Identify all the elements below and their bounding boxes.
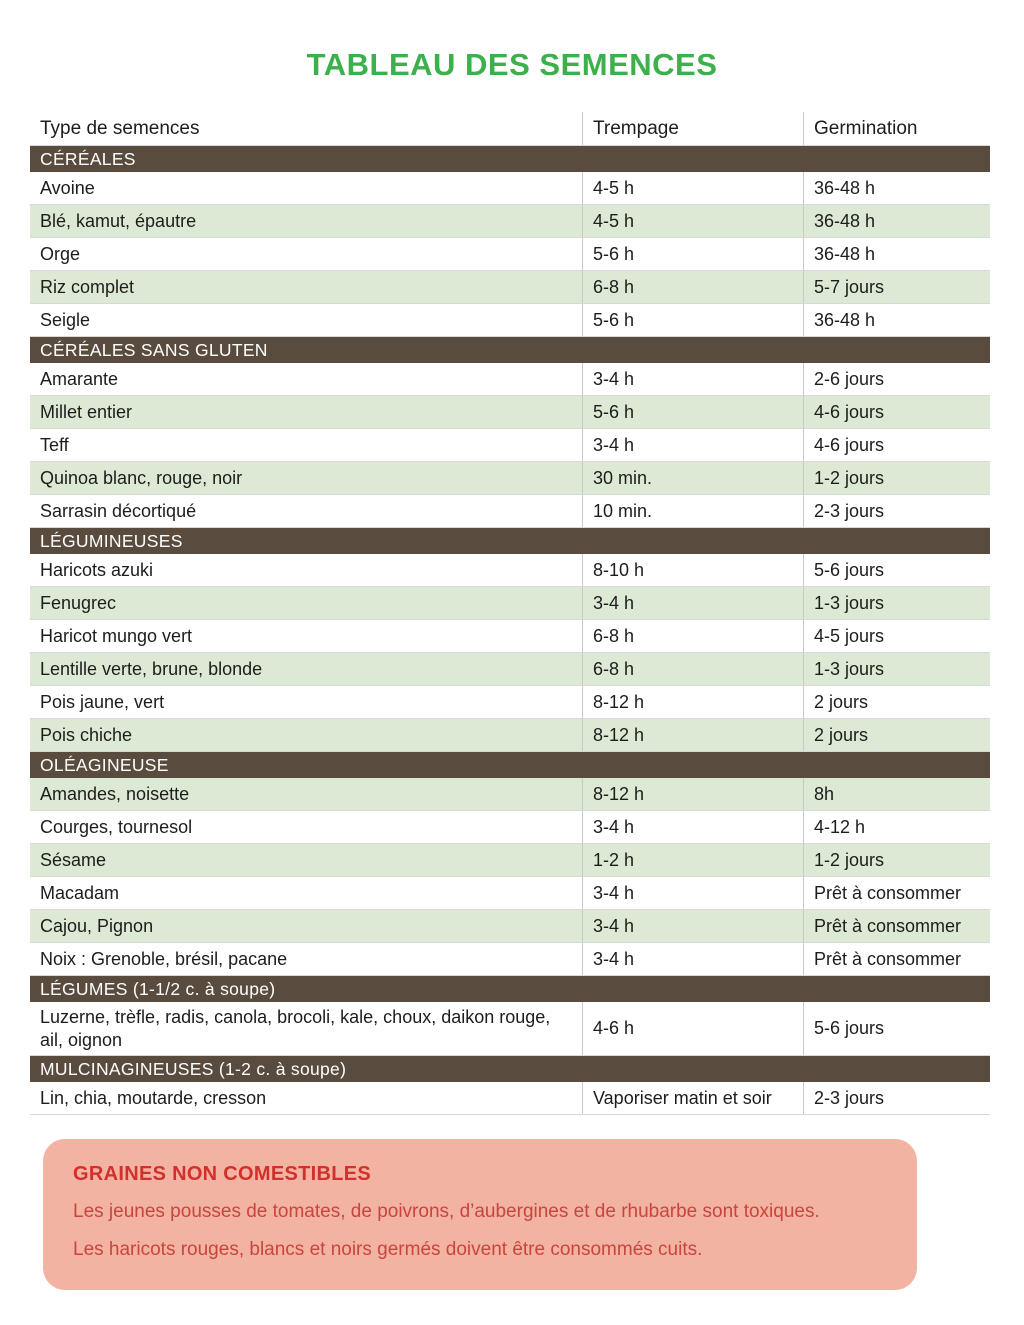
cell-type: Noix : Grenoble, brésil, pacane	[40, 948, 288, 969]
table-header-row	[30, 112, 990, 146]
cell-trempage: 10 min.	[582, 495, 803, 527]
section-header: MULCINAGINEUSES (1-2 c. à soupe)	[30, 1056, 990, 1082]
cell-trempage: 8-10 h	[582, 554, 803, 586]
cell-type: Pois chiche	[40, 724, 133, 745]
table-row	[30, 205, 990, 238]
cell-type: Millet entier	[40, 401, 133, 422]
cell-type: Riz complet	[40, 276, 135, 297]
cell-trempage: 3-4 h	[582, 811, 803, 843]
cell-germination: 2-3 jours	[803, 495, 990, 527]
cell-type: Fenugrec	[40, 592, 117, 613]
section-header: LÉGUMINEUSES	[30, 528, 990, 554]
cell-germination: 36-48 h	[803, 238, 990, 270]
cell-type: Seigle	[40, 309, 91, 330]
cell-type: Sésame	[40, 849, 107, 870]
cell-trempage: 4-5 h	[582, 172, 803, 204]
cell-trempage: 3-4 h	[582, 943, 803, 975]
cell-germination: Prêt à consommer	[803, 943, 990, 975]
table-row	[30, 620, 990, 653]
table-row	[30, 554, 990, 587]
table-body	[30, 146, 990, 1115]
cell-type: Haricots azuki	[40, 559, 154, 580]
cell-trempage: 6-8 h	[582, 271, 803, 303]
table-row	[30, 653, 990, 686]
cell-germination: 1-3 jours	[803, 587, 990, 619]
table-row	[30, 271, 990, 304]
cell-type: Avoine	[40, 177, 95, 198]
section-header: CÉRÉALES SANS GLUTEN	[30, 337, 990, 363]
warning-line-beans-cooked: Les haricots rouges, blancs et noirs germés doivent être consommés cuits.	[73, 1238, 703, 1260]
cell-trempage: 6-8 h	[582, 653, 803, 685]
cell-type: Teff	[40, 434, 69, 455]
cell-germination: Prêt à consommer	[803, 910, 990, 942]
cell-type: Courges, tournesol	[40, 816, 193, 837]
cell-germination: 36-48 h	[803, 205, 990, 237]
cell-germination: 2 jours	[803, 686, 990, 718]
table-row	[30, 172, 990, 205]
cell-germination: 5-6 jours	[803, 554, 990, 586]
cell-type: Luzerne, trèfle, radis, canola, brocoli, kale, choux, daikon rouge, ail, oignon	[40, 1007, 551, 1050]
cell-trempage: 3-4 h	[582, 429, 803, 461]
column-header-germination: Germination	[803, 112, 990, 145]
table-row	[30, 304, 990, 337]
cell-germination: Prêt à consommer	[803, 877, 990, 909]
cell-trempage: 8-12 h	[582, 778, 803, 810]
table-row	[30, 1082, 990, 1115]
cell-germination: 4-5 jours	[803, 620, 990, 652]
cell-type: Amandes, noisette	[40, 783, 190, 804]
warning-title: GRAINES NON COMESTIBLES	[73, 1163, 372, 1185]
cell-trempage: 5-6 h	[582, 304, 803, 336]
section-header: CÉRÉALES	[30, 146, 990, 172]
cell-type: Sarrasin décortiqué	[40, 500, 197, 521]
cell-germination: 4-6 jours	[803, 429, 990, 461]
table-row	[30, 910, 990, 943]
table-row	[30, 719, 990, 752]
section-header: OLÉAGINEUSE	[30, 752, 990, 778]
table-row	[30, 396, 990, 429]
cell-type: Orge	[40, 243, 81, 264]
cell-type: Lentille verte, brune, blonde	[40, 658, 263, 679]
cell-germination: 1-2 jours	[803, 462, 990, 494]
cell-type: Blé, kamut, épautre	[40, 210, 197, 231]
cell-germination: 5-7 jours	[803, 271, 990, 303]
table-row	[30, 811, 990, 844]
cell-germination: 5-6 jours	[803, 1002, 990, 1055]
table-row	[30, 238, 990, 271]
cell-type: Pois jaune, vert	[40, 691, 165, 712]
cell-trempage: 3-4 h	[582, 910, 803, 942]
cell-trempage: 5-6 h	[582, 238, 803, 270]
cell-trempage: 3-4 h	[582, 587, 803, 619]
cell-trempage: 6-8 h	[582, 620, 803, 652]
table-row	[30, 587, 990, 620]
cell-germination: 1-3 jours	[803, 653, 990, 685]
table-row	[30, 429, 990, 462]
cell-trempage: 8-12 h	[582, 719, 803, 751]
cell-germination: 4-12 h	[803, 811, 990, 843]
cell-trempage: 3-4 h	[582, 363, 803, 395]
cell-trempage: 5-6 h	[582, 396, 803, 428]
cell-germination: 36-48 h	[803, 304, 990, 336]
cell-type: Haricot mungo vert	[40, 625, 193, 646]
column-header-trempage: Trempage	[582, 112, 803, 145]
cell-type: Quinoa blanc, rouge, noir	[40, 467, 243, 488]
table-row	[30, 943, 990, 976]
cell-type: Lin, chia, moutarde, cresson	[40, 1087, 267, 1108]
cell-germination: 2 jours	[803, 719, 990, 751]
warning-box	[43, 1139, 917, 1290]
section-header: LÉGUMES (1-1/2 c. à soupe)	[30, 976, 990, 1002]
table-row	[30, 1002, 990, 1056]
seed-table	[30, 112, 990, 1115]
table-row	[30, 877, 990, 910]
table-row	[30, 778, 990, 811]
cell-trempage: 1-2 h	[582, 844, 803, 876]
table-row	[30, 686, 990, 719]
warning-line-toxic-sprouts: Les jeunes pousses de tomates, de poivrons, d’aubergines et de rhubarbe sont toxiques.	[73, 1201, 820, 1222]
cell-germination: 2-3 jours	[803, 1082, 990, 1114]
column-header-type: Type de semences	[40, 117, 200, 139]
cell-type: Macadam	[40, 882, 120, 903]
cell-type: Amarante	[40, 368, 119, 389]
cell-germination: 2-6 jours	[803, 363, 990, 395]
cell-type: Cajou, Pignon	[40, 915, 154, 936]
table-row	[30, 462, 990, 495]
cell-germination: 1-2 jours	[803, 844, 990, 876]
table-row	[30, 363, 990, 396]
cell-trempage: Vaporiser matin et soir	[582, 1082, 803, 1114]
cell-trempage: 8-12 h	[582, 686, 803, 718]
cell-germination: 8h	[803, 778, 990, 810]
cell-germination: 4-6 jours	[803, 396, 990, 428]
cell-trempage: 30 min.	[582, 462, 803, 494]
cell-trempage: 4-5 h	[582, 205, 803, 237]
table-row	[30, 495, 990, 528]
cell-trempage: 3-4 h	[582, 877, 803, 909]
table-row	[30, 844, 990, 877]
page-title: TABLEAU DES SEMENCES	[306, 47, 718, 82]
cell-germination: 36-48 h	[803, 172, 990, 204]
cell-trempage: 4-6 h	[582, 1002, 803, 1055]
